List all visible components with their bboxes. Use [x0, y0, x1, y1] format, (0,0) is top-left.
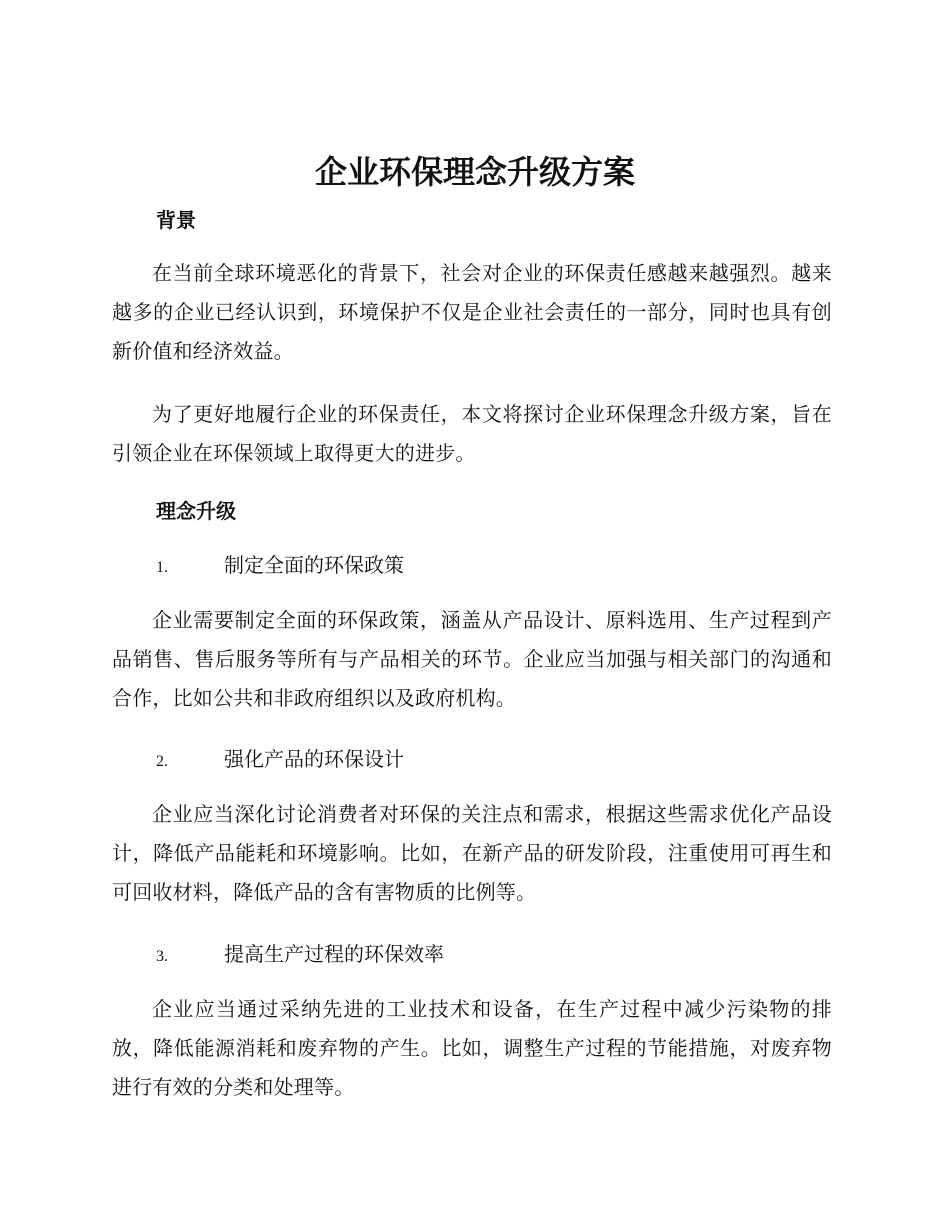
- list-item-2: [156, 745, 404, 776]
- list-item-number: 1.: [156, 559, 168, 576]
- list-item-1: [156, 551, 404, 582]
- paragraph-item-2: 企业应当深化讨论消费者对环保的关注点和需求，根据这些需求优化产品设计，降低产品能耗和环境影响。比如，在新产品的研发阶段，注重使用可再生和可回收材料，降低产品的含有害物质的比例等。: [112, 802, 832, 904]
- section-heading-concept-upgrade: 理念升级: [156, 499, 236, 523]
- section-heading-background: 背景: [156, 208, 196, 232]
- list-item-number: 2.: [156, 753, 168, 770]
- list-item-number: 3.: [156, 948, 168, 965]
- paragraph-background-1: 在当前全球环境恶化的背景下，社会对企业的环保责任感越来越强烈。越来越多的企业已经认识到，环境保护不仅是企业社会责任的一部分，同时也具有创新价值和经济效益。: [112, 261, 832, 363]
- list-item-title: 强化产品的环保设计: [224, 747, 404, 771]
- list-item-title: 制定全面的环保政策: [224, 553, 404, 577]
- paragraph-item-3: 企业应当通过采纳先进的工业技术和设备，在生产过程中减少污染物的排放，降低能源消耗和废弃物的产生。比如，调整生产过程的节能措施，对废弃物进行有效的分类和处理等。: [112, 997, 832, 1099]
- list-item-3: [156, 940, 444, 971]
- paragraph-item-1: 企业需要制定全面的环保政策，涵盖从产品设计、原料选用、生产过程到产品销售、售后服务等所有与产品相关的环节。企业应当加强与相关部门的沟通和合作，比如公共和非政府组织以及政府机构。: [112, 608, 832, 710]
- paragraph-background-2: 为了更好地履行企业的环保责任，本文将探讨企业环保理念升级方案，旨在引领企业在环保领域上取得更大的进步。: [112, 402, 832, 465]
- document-title: 企业环保理念升级方案: [314, 153, 635, 191]
- list-item-title: 提高生产过程的环保效率: [224, 942, 444, 966]
